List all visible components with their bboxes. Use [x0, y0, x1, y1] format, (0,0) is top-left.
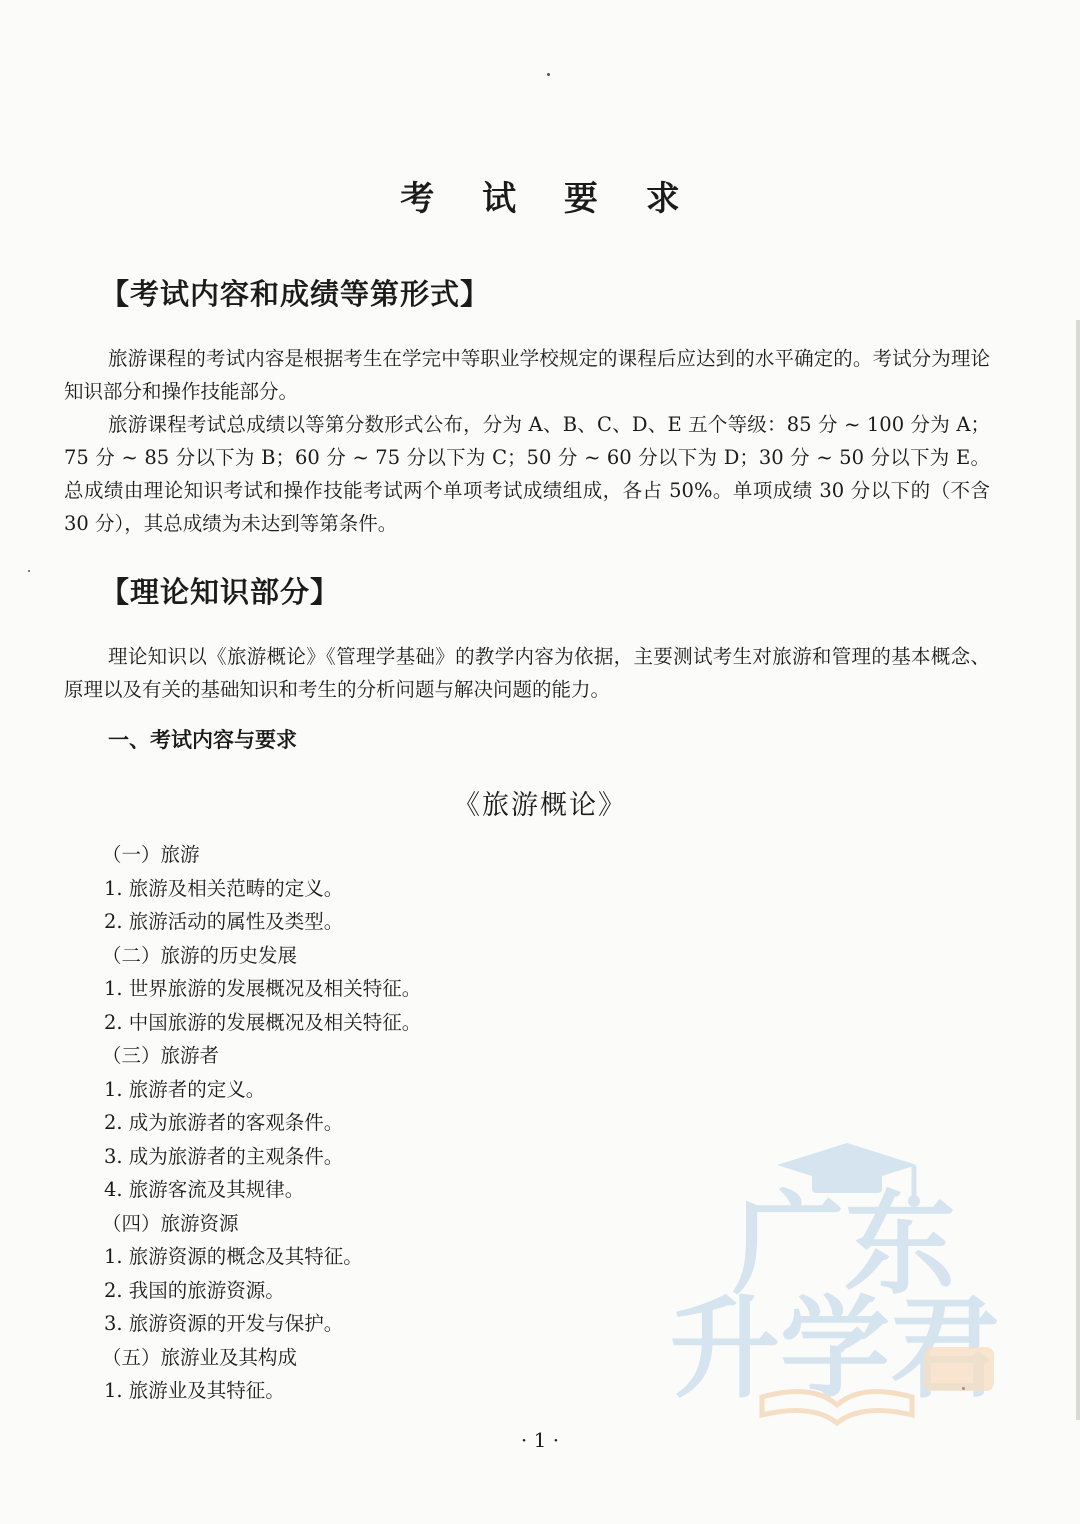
watermark-accent: [924, 1347, 994, 1391]
outline-list: [102, 838, 421, 1408]
outline-chapter: （二）旅游的历史发展: [102, 943, 298, 967]
outline-item: 2. 中国旅游的发展概况及相关特征。: [104, 1010, 422, 1034]
outline-item: 1. 旅游及相关范畴的定义。: [104, 876, 344, 900]
outline-chapter: （四）旅游资源: [102, 1211, 239, 1235]
outline-item: 1. 旅游资源的概念及其特征。: [104, 1245, 363, 1268]
outline-item: 1. 旅游业及其特征。: [104, 1379, 285, 1402]
scan-speck: [28, 570, 30, 572]
outline-item: 2. 成为旅游者的客观条件。: [104, 1111, 344, 1134]
book-title: 《旅游概论》: [453, 790, 627, 821]
paragraph-theory: 理论知识以《旅游概论》《管理学基础》的教学内容为依据，主要测试考生对旅游和管理的基本概念、原理以及有关的基础知识和考生的分析问题与解决问题的能力。: [64, 645, 990, 701]
page-number: · 1 ·: [520, 1428, 560, 1452]
outline-item: 4. 旅游客流及其规律。: [104, 1178, 305, 1201]
outline-item: 1. 旅游者的定义。: [104, 1077, 266, 1101]
subheading-content-requirements: 一、考试内容与要求: [108, 728, 297, 752]
paragraph-exam-content: 旅游课程的考试内容是根据考生在学完中等职业学校规定的课程后应达到的水平确定的。考试分为理论知识部分和操作技能部分。: [64, 347, 990, 403]
outline-chapter: （一）旅游: [102, 843, 200, 866]
outline-chapter: （三）旅游者: [102, 1044, 220, 1067]
paragraph-grading: 旅游课程考试总成绩以等第分数形式公布，分为 A、B、C、D、E 五个等级：85 分 ~ 100 分为 A；75 分 ~ 85 分以下为 B；60 分 ~ 75 分以下为 C；50 分 ~ 60 分以下为 D；30 分 ~ 50 分以下为 E。总成绩由理论知识考试和操作技能考试两个单项考试成绩组成，各占 50%。单项成绩 30 分以下的（不含 30 分），其总成绩为未达到等第条件。: [64, 413, 990, 535]
section-heading-theory: 【理论知识部分】: [100, 575, 341, 609]
watermark-text-bottom: 升学君: [670, 1285, 1000, 1413]
outline-chapter: （五）旅游业及其构成: [102, 1345, 298, 1369]
page-title: 考 试 要 求: [400, 178, 698, 219]
watermark: [662, 1125, 1007, 1430]
outline-item: 3. 旅游资源的开发与保护。: [104, 1312, 344, 1335]
outline-item: 1. 世界旅游的发展概况及相关特征。: [104, 977, 422, 1000]
outline-item: 2. 我国的旅游资源。: [104, 1278, 285, 1302]
outline-item: 3. 成为旅游者的主观条件。: [104, 1144, 344, 1168]
outline-item: 2. 旅游活动的属性及类型。: [104, 910, 344, 933]
page-edge: [1076, 320, 1080, 1420]
section-heading-exam-format: 【考试内容和成绩等第形式】: [100, 277, 491, 311]
scan-speck: [547, 73, 550, 76]
watermark-text-top: 广东: [732, 1180, 956, 1310]
